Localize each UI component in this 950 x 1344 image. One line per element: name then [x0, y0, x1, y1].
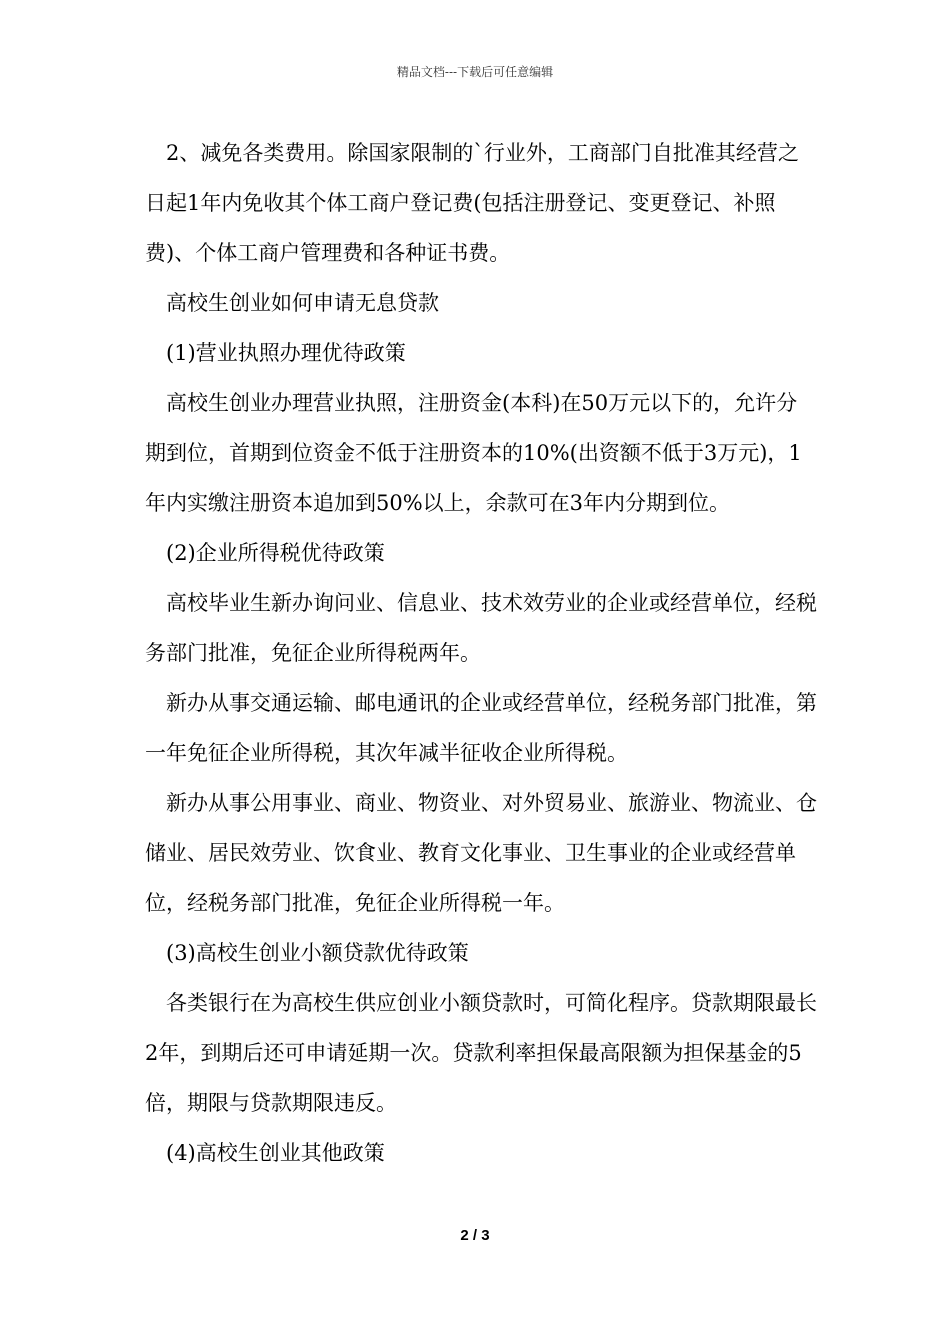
document-body — [145, 128, 817, 1178]
subheading-income-tax: (2)企业所得税优待政策 — [166, 541, 385, 565]
paragraph-business-license: 高校生创业办理营业执照，注册资金(本科)在50万元以下的，允许分期到位，首期到位资金不低于注册资本的10%(出资额不低于3万元)，1年内实缴注册资本追加到50%以上，余款可在3年内分期到位。 — [145, 391, 802, 515]
paragraph-income-tax-public-utilities: 新办从事公用事业、商业、物资业、对外贸易业、旅游业、物流业、仓储业、居民效劳业、饮食业、教育文化事业、卫生事业的企业或经营单位，经税务部门批准，免征企业所得税一年。 — [145, 791, 817, 915]
paragraph-fee-reduction: 2、减免各类费用。除国家限制的`行业外，工商部门自批准其经营之日起1年内免收其个体工商户登记费(包括注册登记、变更登记、补照费)、个体工商户管理费和各种证书费。 — [145, 141, 799, 265]
paragraph-income-tax-consulting: 高校毕业生新办询问业、信息业、技术效劳业的企业或经营单位，经税务部门批准，免征企业所得税两年。 — [145, 591, 817, 665]
section-heading-interest-free-loan: 高校生创业如何申请无息贷款 — [166, 291, 439, 315]
page-header-note: 精品文档---下载后可任意编辑 — [396, 65, 554, 79]
paragraph-small-loans: 各类银行在为高校生供应创业小额贷款时，可简化程序。贷款期限最长2年，到期后还可申请延期一次。贷款利率担保最高限额为担保基金的5倍，期限与贷款期限违反。 — [145, 991, 817, 1115]
paragraph-income-tax-transport: 新办从事交通运输、邮电通讯的企业或经营单位，经税务部门批准，第一年免征企业所得税，其次年减半征收企业所得税。 — [145, 691, 817, 765]
subheading-other-policies: (4)高校生创业其他政策 — [166, 1141, 385, 1165]
page-number: 2 / 3 — [460, 1227, 490, 1244]
subheading-small-loans: (3)高校生创业小额贷款优待政策 — [166, 941, 469, 965]
subheading-business-license: (1)营业执照办理优待政策 — [166, 341, 406, 365]
